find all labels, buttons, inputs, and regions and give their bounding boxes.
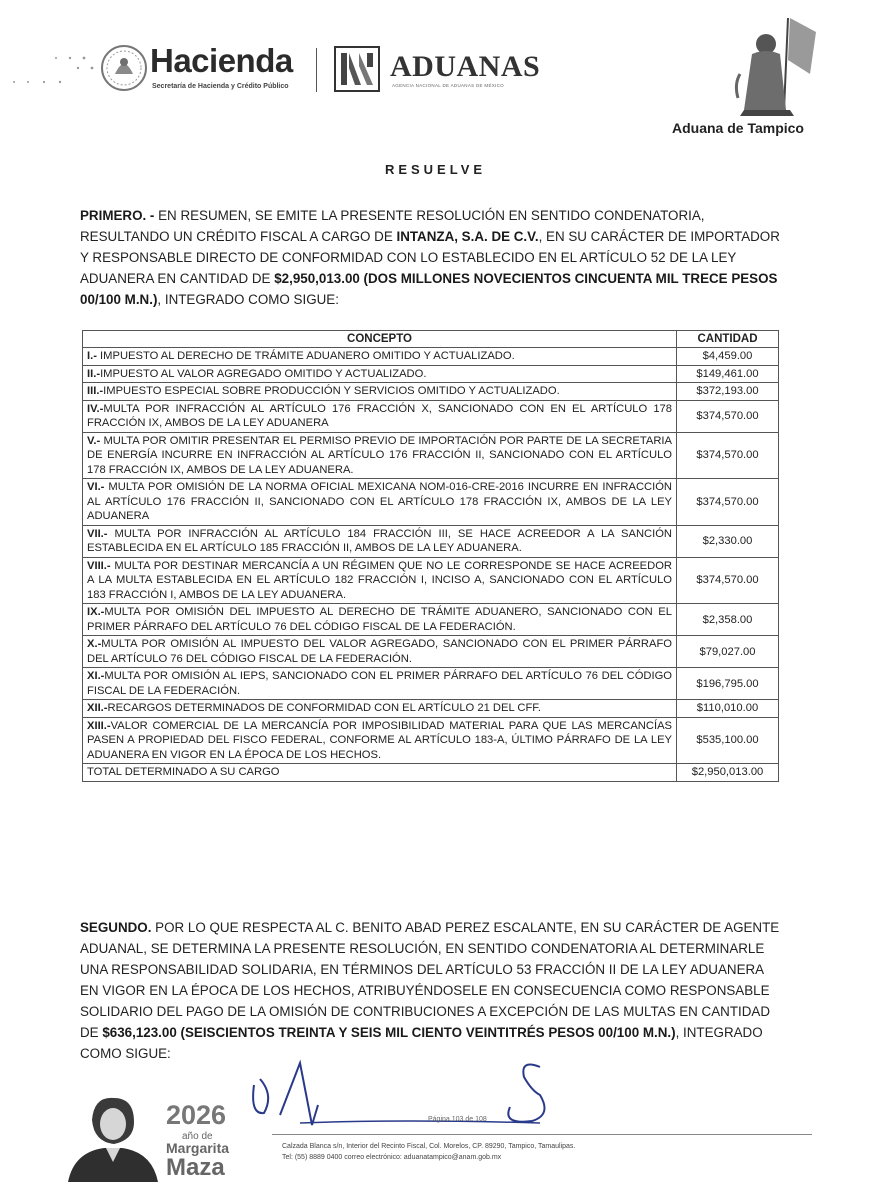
footer-divider — [272, 1134, 812, 1135]
margarita-maza-portrait-icon — [64, 1090, 160, 1182]
row-numeral: XI.- — [87, 670, 105, 682]
row-text: MULTA POR INFRACCIÓN AL ARTÍCULO 184 FRACCIÓN III, SE HACE ACREEDOR A LA SANCIÓN ESTABLECIDA EN EL ARTÍCULO 185 FRACCIÓN II, AMBOS DE LA LEY ADUANERA. — [87, 527, 672, 554]
row-numeral: VIII.- — [87, 559, 111, 572]
row-text: IMPUESTO AL DERECHO DE TRÁMITE ADUANERO OMITIDO Y ACTUALIZADO. — [96, 350, 515, 362]
office-name: Aduana de Tampico — [672, 120, 804, 136]
table-row — [83, 383, 779, 401]
row-text: MULTA POR DESTINAR MERCANCÍA A UN RÉGIMEN QUE NO LE CORRESPONDE SE HACE ACREEDOR A LA MULTA ESTABLECIDA EN EL ARTÍCULO 182 FRACCIÓN I, INCISO A, SANCIONADO CON EL ARTÍCULO 183 FRACCIÓN I, AMBOS DE LA LEY ADUANERA. — [87, 559, 672, 601]
row-text: IMPUESTO AL VALOR AGREGADO OMITIDO Y ACTUALIZADO. — [100, 367, 427, 380]
table-row — [83, 348, 779, 366]
address-line-1: Calzada Blanca s/n, Interior del Recinto Fiscal, Col. Morelos, CP. 89290, Tampico, Tamaulipas. — [282, 1143, 576, 1150]
row-text: VALOR COMERCIAL DE LA MERCANCÍA POR IMPOSIBILIDAD MATERIAL PARA QUE LAS MERCANCÍAS PASEN A PROPIEDAD DEL FISCO FEDERAL, CONFORME AL ARTÍCULO 183-A, ÚLTIMO PÁRRAFO DE LA LEY ADUANERA EN VIGOR EN LA ÉPOCA DE LOS HECHOS. — [87, 719, 672, 761]
handwritten-signature — [240, 1055, 600, 1135]
row-numeral: IV.- — [87, 402, 104, 415]
concept-cell — [83, 604, 677, 636]
row-numeral: II.- — [87, 367, 101, 380]
amount-cell: $79,027.00 — [677, 636, 779, 668]
year-name-first: Margarita — [166, 1140, 230, 1156]
table-row — [83, 636, 779, 668]
amount-cell: $2,330.00 — [677, 525, 779, 557]
column-header-concept: CONCEPTO — [83, 331, 677, 348]
amount-cell: $196,795.00 — [677, 668, 779, 700]
footer-address — [282, 1141, 575, 1163]
concept-cell — [83, 717, 677, 764]
column-header-amount: CANTIDAD — [677, 331, 779, 348]
national-seal-icon — [100, 44, 148, 92]
amount-cell: $374,570.00 — [677, 479, 779, 526]
amount-cell: $2,358.00 — [677, 604, 779, 636]
concept-cell — [83, 400, 677, 432]
section-heading: RESUELVE — [384, 162, 487, 177]
primero-lead: PRIMERO. - — [80, 208, 155, 223]
primero-text-1: EN RESUMEN, SE EMITE LA PRESENTE RESOLUCIÓN EN SENTIDO CONDENATORIA, RESULTANDO UN CRÉDITO FISCAL A CARGO DE — [80, 208, 705, 244]
concept-cell — [83, 479, 677, 526]
table-row — [83, 700, 779, 718]
concept-cell — [83, 700, 677, 718]
amount-cell: $374,570.00 — [677, 400, 779, 432]
segundo-text-2: , INTEGRADO COMO SIGUE: — [80, 1025, 763, 1061]
segundo-lead: SEGUNDO. — [80, 920, 152, 935]
year-name-last: Maza — [166, 1154, 225, 1181]
concept-cell — [83, 383, 677, 401]
aduanas-title: ADUANAS — [390, 50, 541, 83]
table-body — [83, 348, 779, 782]
segundo-amount: $636,123.00 (SEISCIENTOS TREINTA Y SEIS MIL CIENTO VEINTITRÉS PESOS 00/100 M.N.) — [102, 1025, 676, 1040]
row-text: MULTA POR OMISIÓN DE LA NORMA OFICIAL MEXICANA NOM-016-CRE-2016 INCURRE EN INFRACCIÓN AL ARTÍCULO 176 FRACCIÓN II, SANCIONADO CON EL ARTÍCULO 178 FRACCIÓN IX, AMBOS DE LA LEY ADUANERA — [87, 481, 672, 522]
primero-paragraph — [80, 205, 780, 310]
row-text: IMPUESTO ESPECIAL SOBRE PRODUCCIÓN Y SERVICIOS OMITIDO Y ACTUALIZADO. — [103, 385, 560, 397]
row-text: MULTA POR OMISIÓN DEL IMPUESTO AL DERECHO DE TRÁMITE ADUANERO, SANCIONADO CON EL PRIMER PÁRRAFO DEL ARTÍCULO 76 DEL CÓDIGO FISCAL DE LA FEDERACIÓN. — [87, 606, 672, 633]
hacienda-title: Hacienda — [150, 42, 293, 79]
heroine-illustration-icon — [730, 14, 822, 118]
year-de-label: año de — [182, 1131, 213, 1142]
concept-cell — [83, 557, 677, 604]
row-numeral: III.- — [87, 385, 104, 397]
row-numeral: VII.- — [87, 527, 108, 540]
hacienda-subtitle: Secretaría de Hacienda y Crédito Público — [152, 83, 289, 90]
address-line-2: Tel: (55) 8889 0400 correo electrónico: aduanatampico@anam.gob.mx — [282, 1154, 502, 1161]
row-numeral: IX.- — [87, 606, 105, 618]
total-amount-cell: $2,950,013.00 — [677, 764, 779, 782]
total-label-cell: TOTAL DETERMINADO A SU CARGO — [83, 764, 677, 782]
row-numeral: I.- — [87, 350, 97, 362]
row-numeral: XII.- — [87, 702, 108, 714]
table-row — [83, 432, 779, 479]
row-numeral: VI.- — [87, 481, 105, 493]
row-numeral: V.- — [87, 434, 101, 447]
table-row — [83, 668, 779, 700]
segundo-text-1: POR LO QUE RESPECTA AL C. BENITO ABAD PEREZ ESCALANTE, EN SU CARÁCTER DE AGENTE ADUANAL, SE DETERMINA LA PRESENTE RESOLUCIÓN, EN SENTIDO CONDENATORIA AL DETERMINARLE UNA RESPONSABILIDAD SOLIDARIA, EN TÉRMINOS DEL ARTÍCULO 53 FRACCIÓN II DE LA LEY ADUANERA EN VIGOR EN LA ÉPOCA DE LOS HECHOS, ATRIBUYÉNDOSELE EN CONSECUENCIA COMO RESPONSABLE SOLIDARIO DEL PAGO DE LA OMISIÓN DE CONTRIBUCIONES A EXCEPCIÓN DE LAS MULTAS EN CANTIDAD DE — [80, 920, 780, 1040]
primero-text-3: , INTEGRADO COMO SIGUE: — [157, 292, 339, 307]
amount-cell: $374,570.00 — [677, 432, 779, 479]
primero-text-2: , EN SU CARÁCTER DE IMPORTADOR Y RESPONSABLE DIRECTO DE CONFORMIDAD CON LO ESTABLECIDO EN EL ARTÍCULO 52 DE LA LEY ADUANERA EN CANTIDAD DE — [80, 229, 780, 286]
concepts-table — [82, 330, 779, 782]
table-row — [83, 557, 779, 604]
amount-cell: $372,193.00 — [677, 383, 779, 401]
table-row — [83, 365, 779, 383]
amount-cell: $4,459.00 — [677, 348, 779, 366]
primero-company: INTANZA, S.A. DE C.V. — [396, 229, 539, 244]
amount-cell: $110,010.00 — [677, 700, 779, 718]
table-row — [83, 400, 779, 432]
header-divider — [316, 48, 317, 92]
segundo-paragraph — [80, 917, 780, 1064]
amount-cell: $535,100.00 — [677, 717, 779, 764]
aduanas-subtitle: AGENCIA NACIONAL DE ADUANAS DE MÉXICO — [392, 83, 504, 88]
table-row — [83, 604, 779, 636]
aduanas-logo-icon — [334, 46, 380, 92]
concept-cell — [83, 432, 677, 479]
table-row — [83, 525, 779, 557]
table-row — [83, 479, 779, 526]
page-number: Página 103 de 108 — [428, 1116, 487, 1123]
table-total-row — [83, 764, 779, 782]
row-numeral: X.- — [87, 638, 102, 650]
decorative-dots — [8, 52, 98, 92]
row-numeral: XIII.- — [87, 719, 111, 732]
row-text: RECARGOS DETERMINADOS DE CONFORMIDAD CON EL ARTÍCULO 21 DEL CFF. — [107, 702, 541, 714]
concept-cell — [83, 365, 677, 383]
concept-cell — [83, 668, 677, 700]
concept-cell — [83, 636, 677, 668]
table-row — [83, 717, 779, 764]
row-text: MULTA POR OMISIÓN AL IEPS, SANCIONADO CON EL PRIMER PÁRRAFO DEL ARTÍCULO 76 DEL CÓDIGO FISCAL DE LA FEDERACIÓN. — [87, 670, 672, 697]
concept-cell — [83, 525, 677, 557]
table-header-row — [83, 331, 779, 348]
row-text: MULTA POR INFRACCIÓN AL ARTÍCULO 176 FRACCIÓN X, SANCIONADO CON EN EL ARTÍCULO 178 FRACCIÓN IX, AMBOS DE LA LEY ADUANERA — [87, 402, 672, 429]
amount-cell: $149,461.00 — [677, 365, 779, 383]
year-label: 2026 — [166, 1100, 227, 1130]
row-text: MULTA POR OMISIÓN AL IMPUESTO DEL VALOR AGREGADO, SANCIONADO CON EL PRIMER PÁRRAFO DEL ARTÍCULO 76 DEL CÓDIGO FISCAL DE LA FEDERACIÓN. — [87, 638, 672, 665]
concept-cell — [83, 348, 677, 366]
amount-cell: $374,570.00 — [677, 557, 779, 604]
row-text: MULTA POR OMITIR PRESENTAR EL PERMISO PREVIO DE IMPORTACIÓN POR PARTE DE LA SECRETARIA DE ENERGÍA INCURRE EN INFRACCIÓN AL ARTÍCULO 176 FRACCIÓN II, SANCIONADO CON EL ARTÍCULO 178 FRACCIÓN IX, AMBOS DE LA LEY ADUANERA. — [87, 434, 672, 476]
primero-amount: $2,950,013.00 (DOS MILLONES NOVECIENTOS CINCUENTA MIL TRECE PESOS 00/100 M.N.) — [80, 271, 778, 307]
